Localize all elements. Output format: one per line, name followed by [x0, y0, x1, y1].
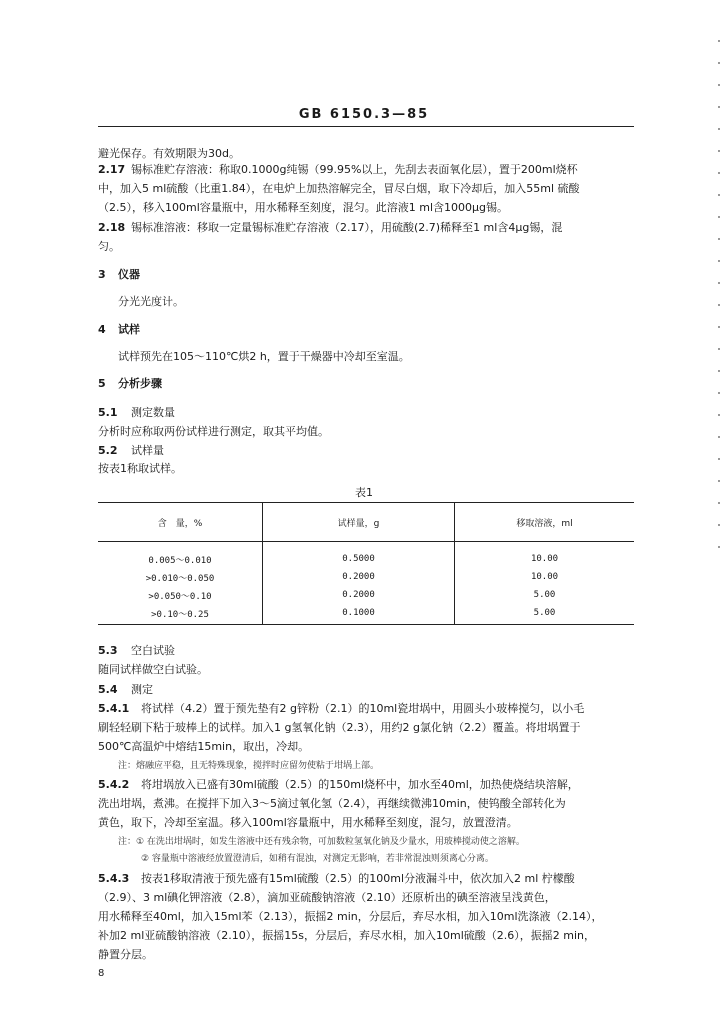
note-5-4-2-b: ② 容量瓶中溶液经放置澄清后，如稍有混浊，对测定无影响，若非常混浊则须离心分离。: [141, 854, 494, 864]
text-line: 分光光度计。: [118, 295, 184, 308]
text-line: （2.5），移入100ml容量瓶中，用水稀释至刻度，混匀。此溶液1 ml含1000μg锡。: [98, 201, 509, 214]
clause-5-1: 5.1 测定数量: [98, 406, 175, 419]
text-line: 500℃高温炉中熔结15min，取出，冷却。: [98, 740, 310, 753]
header-rule: [98, 126, 634, 127]
clause-5-4-3: 5.4.3 按表1移取清液于预先盛有15ml硫酸（2.5）的100ml分液漏斗中，依次加入2 ml 柠檬酸: [98, 872, 575, 885]
clause-5-2: 5.2 试样量: [98, 444, 164, 457]
cell-aliquot-volume: 10.00: [455, 568, 635, 586]
cell-content: >0.050～0.10: [148, 591, 212, 602]
text-line: 补加2 ml亚硫酸钠溶液（2.10），振摇15s，分层后，弃尽水相，加入10ml硫酸（2.6），振摇2 min，: [98, 929, 595, 942]
text-line: 随同试样做空白试验。: [98, 663, 208, 676]
table-row: [98, 542, 634, 569]
column-header-aliquot-volume: 移取溶液，ml: [455, 503, 635, 542]
table-row: [98, 568, 634, 586]
cell-sample-mass: 0.5000: [263, 542, 455, 569]
column-header-sample-mass: 试样量，g: [263, 503, 455, 542]
table-header-row: [98, 503, 634, 542]
clause-5-4-1: 5.4.1 将试样（4.2）置于预先垫有2 g锌粉（2.1）的10ml瓷坩埚中，用圆头小玻棒搅匀，以小毛: [98, 702, 585, 715]
cell-aliquot-volume: 5.00: [455, 586, 635, 604]
text-line: 黄色，取下，冷却至室温。移入100ml容量瓶中，用水稀释至刻度，混匀，放置澄清。: [98, 816, 518, 829]
text-line: 试样预先在105～110℃烘2 h，置于干燥器中冷却至室温。: [118, 350, 410, 363]
text-line: 避光保存。有效期限为30d。: [98, 147, 240, 160]
cell-sample-mass: 0.1000: [263, 604, 455, 625]
clause-5-4: 5.4 测定: [98, 683, 153, 696]
note-5-4-1: 注：熔融应平稳，且无特殊现象，搅拌时应留勿使粘于坩埚上部。: [118, 761, 380, 771]
clause-2-17: 2.17 锡标准贮存溶液：称取0.1000g纯锡（99.95%以上，先刮去表面氧化层），置于200ml烧杯: [98, 163, 578, 176]
cell-content: >0.010～0.050: [145, 573, 215, 584]
page-number: 8: [98, 968, 105, 979]
table-row: [98, 586, 634, 604]
text-line: （2.9）、3 ml碘化钾溶液（2.8），滴加亚硫酸钠溶液（2.10）还原析出的碘至溶液呈浅黄色，: [98, 891, 556, 904]
text-line: 中，加入5 ml硫酸（比重1.84），在电炉上加热溶解完全，冒尽白烟，取下冷却后，加入55ml 硫酸: [98, 182, 580, 195]
section-3-heading: 3 仪器: [98, 268, 140, 281]
text-line: 刷轻轻刷下粘于玻棒上的试样。加入1 g氢氧化钠（2.3），用约2 g氯化钠（2.2）覆盖。将坩埚置于: [98, 721, 581, 734]
text-line: 按表1称取试样。: [98, 462, 182, 475]
text-line: 用水稀释至40ml，加入15ml苯（2.13），振摇2 min，分层后，弃尽水相，加入10ml洗涤液（2.14），: [98, 910, 603, 923]
clause-2-18: 2.18 锡标准溶液：移取一定量锡标准贮存溶液（2.17），用硫酸(2.7)稀释至1 ml含4μg锡，混: [98, 221, 563, 234]
section-4-heading: 4 试样: [98, 323, 140, 336]
standard-code-header: GB 6150.3—85: [298, 107, 430, 122]
text-line: 静置分层。: [98, 948, 153, 961]
table-row: [98, 604, 634, 625]
cell-sample-mass: 0.2000: [263, 568, 455, 586]
note-5-4-2-a: 注：① 在洗出坩埚时，如发生溶液中还有残余物，可加数粒氢氧化钠及少量水，用玻棒搅动使之溶解。: [118, 837, 525, 847]
text-line: 匀。: [98, 240, 120, 253]
clause-5-3: 5.3 空白试验: [98, 644, 175, 657]
cell-sample-mass: 0.2000: [263, 586, 455, 604]
cell-content: >0.10～0.25: [98, 604, 263, 625]
cell-aliquot-volume: 5.00: [455, 604, 635, 625]
table-title: 表1: [355, 486, 373, 499]
text-line: 洗出坩埚，煮沸。在搅拌下加入3～5滴过氧化氢（2.4），再继续微沸10min，使钨酸全部转化为: [98, 797, 566, 810]
cell-aliquot-volume: 10.00: [455, 542, 635, 569]
table-1: [98, 502, 634, 625]
clause-5-4-2: 5.4.2 将坩埚放入已盛有30ml硫酸（2.5）的150ml烧杯中，加水至40ml，加热使烧结块溶解，: [98, 778, 579, 791]
column-header-content: 含 量，%: [98, 503, 263, 542]
text-line: 分析时应称取两份试样进行测定，取其平均值。: [98, 425, 329, 438]
section-5-heading: 5 分析步骤: [98, 377, 162, 390]
cell-content: 0.005～0.010: [148, 555, 212, 566]
